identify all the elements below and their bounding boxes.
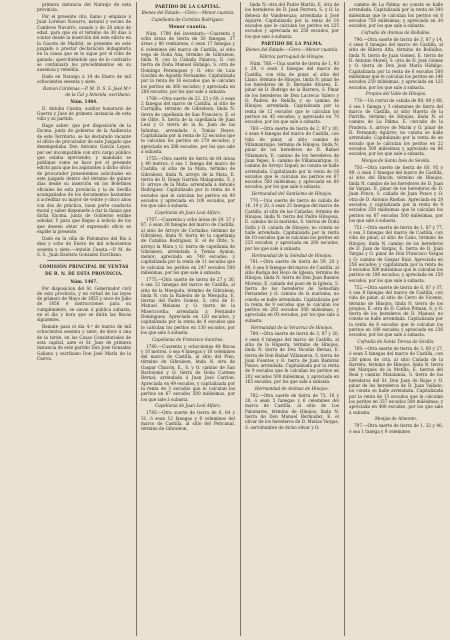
section-heading: Menor cuantía. xyxy=(168,24,208,30)
subheading: Capellanía de Juan Leal Alfaro. xyxy=(155,210,221,216)
section-heading: PARTIDO DE LA PALMA. xyxy=(261,41,323,47)
subheading: Hermandad de la Veracruz de Hinojos. xyxy=(250,324,334,330)
paragraph: 769.—Otra suerte de tierra de 3, 60 y 27, ó sean 5 fanegas del marco de Castilla, con 236 pinos de cría, al sitio Cañada de la Barrera, término de Hinojos, linda N. tierra del Marqués de la Motilla, E. tierras del Real y camino Matalamía, S. tierra de los herederos del Sr. Don Juan de Rojas y O. pinar de los herederos de D. Juan Vallado; no consta se halle arrendada. Capitalizada por la renta de 15 escudos que le calculan los peritos en 337 escudos 500 milésimas; y apreciada en 400 escudos, por los que sale á subasta. xyxy=(349,345,443,415)
paragraph: primera instancia del Naranjo de esta provincia. xyxy=(37,2,131,13)
paragraph: 750.—Otra suerte de tierra de 60, 95 y 89, ó sean 3 fanegas del marco de Castilla, al sitio del Rincón, término de Hinojos, linda N. camino de los herederos de D. Juan de Vargas, E. pinar de los herederos de D. Juan Ponce, S. cañada de Juan Ponce y O. otra de D. Antonio Ruebas. Apreciada en 28 escudos; y capitalizada por la renta de 9 escudos 250 milésimas que le calculan los peritos en 67 escudos 500 milésimas, por los que sale á subasta. xyxy=(349,164,443,223)
paragraph: 781.—Otra suerte de tierra de 59, 20 y 60, ó sea 8 fanegas del marco de Castilla, al sitio Rodaja del Hoyo de Iglesia, término de Hinojos, linda N. tierra de Don Juan Buenos Moreno, E. cañada del pozo de la Iglesia, S. tierra de los herederos de Sebastián Fernandez y O. camino de la marisma; no consta se halle arrendada. Capitalizada por la renta de 9 escudos que le calculan los peritos en 202 escudos 500 milésimas; y apreciada en 93 escudos, por los que sale á subasta. xyxy=(245,259,339,323)
paragraph: 789.—Otra suerte de tierra de 3, 87 y 20, ó sean 6 fanegas del marco de Castilla, al sitio de la Higuera, término de Hinojos, linda N. tierra de Don Nicolás Bernal, E. tierra de Don Rafael Villanueva, S. tierra de Juan Fuentes y O. tierra de Juan Ramirez Ponce; arrendada. Capitalizada por la renta de 9 escudos que le calculan los peritos en 202 escudos 500 milésimas, y apreciada en 165 escudos, por los que sale á subasta. xyxy=(245,331,339,385)
column-3 xyxy=(242,2,342,640)
paragraph: 1708.—Otra suerte de 22, 23 y 60, ó sean 2 fanegas del marco de Castilla, al sitio de Carrajilla, término de Gibraleon, linda N. tierra de capellanía de San Francisco, E. el de Olite, S. tierra de la capellanía de Juan Leal y O. tierra de la fa. Juan de las Infantas, arrendada á Tomás Reyes. Capitalizada por la renta de 12 escudos que le calculan los peritos en 270 escudos; y apreciada en 286 escudos, por los que sale á subasta. xyxy=(141,95,235,154)
separator xyxy=(47,260,121,261)
subheading: Cofradía de Animas de Bollullos. xyxy=(361,30,431,36)
subheading: Capellanía de Carolina Rodriguez. xyxy=(151,17,225,23)
subheading: Monjas de Almonte. xyxy=(374,416,418,422)
paragraph: 1775.—Otra suerte de tierra de 27 y 30, ó sea 12 fanegas del marco de Castilla, al sitio de la Mesquita, término de Gibraleon, linda N. con la Rabeira de la Mesquita, E. tierras del Padre Gomez, S. otra de D. Manuel Melanes y O. tierra de la Misericordia; arrendada á Fernando Dominguez. Apreciada en 120 escudos, y capitalizada por la renta de 8 escudos que le calculan los peritos en 130 escudos, por los que sale á subasta. xyxy=(141,276,235,335)
column-1 xyxy=(34,2,134,640)
notice-number: Núm. 1467. xyxy=(70,278,98,284)
paragraph: D. Antolin Cuesta, auditor honorario de Guerra y Juez de primera instancia de esta villa y su partido. xyxy=(37,105,131,122)
notice-number: Núm. 1464. xyxy=(70,98,98,104)
section-heading: PARTIDO DE LA CAPITAL. xyxy=(155,4,221,9)
paragraph: linda N. otra del Padre Martín, E. otra de los herederos de D. Juan Ferrera, S. y O. la dehesa de Vandesouza; arrendada á José Aquirre. Capitalizada por la renta de 10 escudos que le calculan los peritos en 225 escudos y apreciada en 250 escudos, por los que sale á subasta. xyxy=(245,2,339,39)
column-rule xyxy=(136,2,137,636)
paragraph: 1767.—Cuarenta y ocho áreas de 39, 37 y 87, ó sean 30 fanegas del marco de Castilla, al sitio de Arroyo de Cortadas, término de Gibraleon, linda N. tierra de la capellanía de Catalina Rodriguez, E. el de Olite, S. arroyo la Mata y O. tierra de capellanía de Gibraleon, arrendada á Tomás Ayalon, menor; apreciada en 740 escudos; y capitalizada por la renta de 11 escudos que le calculan los peritos en 247 escudos 500 milésimas, por los que sale á subasta. xyxy=(141,217,235,276)
column-4 xyxy=(346,2,446,640)
column-rule xyxy=(240,2,241,636)
paragraph: 797.—Otra suerte de tierra de 1, 32 y 40, ó sea 1 fanega y 9 celemines xyxy=(349,423,443,434)
paragraph: Hago saber: que por disposición de la Excma. junta de gobierno de la Audiencia de este Territorio, se ha declarado vacante el oficio de procurador de este Juzgado que desempeñaba Don Antonio García Lopez, por ser incompatible con otro cargo público que estaba ejerciendo; y mandado se publique como se hace por el presente edicto para que los aspirantes á dicho oficio de procurador presentemos solicitudes en este juzgado dentro del término de quince días desde su inserción en los Boletines oficiales de esta provincia y la de Sevilla acompañados de los documentos bastantes á acreditar su mayor de veinte y cinco años con dos de práctica, buen porte conducta moral y saber disponerle á dar la fianza que dicha Excma. junta de Gobierno estime señalar. Y para que llegue á noticia de los que deseen obtar el expresado oficio se expide la presente. xyxy=(37,123,131,235)
section-heading: COMISIÓN PRINCIPAL DE VENTAS xyxy=(39,264,129,270)
subheading: Capellanía de Francisco Sanches. xyxy=(152,336,224,342)
paragraph: 751.—Otra suerte de tierra de 1, 87 y 77, ó sea 3 fanegas del marco de Castilla, con viña de pinar, al sitio de Caño, término de Hinojos, linda N. camino de los herederos de D. Juan de Vargas, E. tierra de D. Juan Vargas y O. pinar de Don Francisco Vargas y O. camino de Gaspar Ruiz. Apreciada en 256 escudos; y capitalizada por la renta de 8 escudos 500 milésimas que le calculan los peritos en 180 escudos; y apreciada en 150 escudos, por los que sale á subasta. xyxy=(349,224,443,283)
subheading: Propios del Valle de Hinojos. xyxy=(365,91,427,97)
section-heading: DE B. N. DE ESTA PROVINCIA. xyxy=(45,271,123,277)
paragraph: Dado en Naranjo á 14 de Enero de mil ochocientos sesenta y siete. xyxy=(37,74,131,85)
column-2 xyxy=(138,2,238,640)
paragraph: camino de La Palma; no consta se halle arrendada. Capitalizada por la renta de 300 milésimas que le calculan los peritos en 6 escudos 750 milésimas; y apreciada en 30 escudos, por los que sale á subasta. xyxy=(349,2,443,29)
subheading: Bienes del Estado.—Clero.—Menor cuantía. xyxy=(245,47,339,53)
paragraph: 778.—Un corral de cabida de 80, 80 y 68, ó sea 1 fanega y 3 celemines de tierra del marco de Castilla, al sitio Huerta de la Parrilla, término de Hinojos, linda N. el camino de La Palma, E. cercado de la Pradera, S. arroyo de Marin y O. pinar de D. Fernando Aguirre; no consta se halle arrendado. Capitalizado por la renta de un escudo que le calculan los peritos en 22 escudos 500 milésimas y apreciado en 66 escudos, por los que sale á subasta. xyxy=(349,98,443,157)
subheading: Bienes del Estado.—Clero.—Menor cuantía. xyxy=(141,10,235,16)
subheading: Capellanía de Juan Leal Alfaro. xyxy=(155,403,221,409)
paragraph: 752.—Otra suerte de tierra de 8, 87 y 37, ó sea 8 fanegas del marco de Castilla, con viña de pinar, al sitio de Cerro de Vicente, término de Hinojos, linda N. tierra de los propios, E. otra de D. Carlos Pitman, S. y O. tierra de los herederos de D. Manuel; no consta se halle arrendada. Capitalizada por la renta de 8 escudos que le calculan los peritos en 180 escudos y apreciada en 236 escudos, por los que sale á subasta. xyxy=(349,284,443,338)
paragraph: Por el presente cito, llamo y emplazo á Juan Lorenzo Navarro, natural y vecino de Cambres Navarro, casado y de 28 años de edad, para que en el término de 30 días á contar desde la inserción del este edicto en la Gaceta de Madrid, se presente en este juzgado á prestar declaración indagatoria en la causa que se le sigue por el robo de ganado; apercibiéndole que de lo contrario se continuará los procedimientos en su ausencia y rebeldía. xyxy=(37,14,131,73)
column-rule xyxy=(344,2,345,636)
paragraph: Núm. 768.—Una suerte de tierra de 1, 93 y 20, ó sean 3 fanegas del marco de Castilla, con viña de pinar, al sitio del Llano, término de Hinojos, linda N. pinar de los herederos de D. Bernabé Álvarez, E. pinar de D. Rodrigo de la Barrera, S. Pinar de los herederos de Don Lucrecio Valero y O. Padres de Rebilla y su camino de Hinojos; arrendada. Capitalizada por la renta de 12 escudos que le calculan los peritos en 45 escudos; y apreciada en 70 escudos, por los que sale á subasta. xyxy=(245,60,339,125)
paragraph: 770.—Una suerte de tierra de cabida de 16, 19 y 20, ó sean 25 fanegas del marco de Castilla, al sitio de las Cañadas, término de Hinojos, linda N. tierra del Padre Hinojosa, E. camino de la marisma, S. tierras de Doña Sofía y O. cañada de Hinojos; no consta se halle arrendada. Capitalizada por la renta de 10 escudos que le calculan los peritos en 225 escudos; y apreciada en 260 escudos, por los que sale á subasta. xyxy=(245,198,339,251)
signature-line: Ramon Cárdenas.—P. M. D. S. S. José M.ª de la Cal y Almeida, escribano. xyxy=(43,86,131,97)
paragraph: 1783.—Otra suerte de tierra de 6, 64 y 31, ó sean 12 fanegas y 6 celemines del marco de Castilla, al sitio del Pericanal, término de Gibraleon, xyxy=(141,410,235,432)
subheading: Cofradía de Santa Teresa de Sevilla. xyxy=(357,339,435,345)
subheading: Hermandad del Santísimo de Hinojos. xyxy=(251,191,333,197)
paragraph: Núm. 1700 del inventario.—Cuarenta y ocho áreas de tierra de 50 fanegas, 37 áreas y 80 centiáreas, ó sean 17 fanegas y 6 celemines del marco de Castilla, al sitio vega de Doña Ana, término de Gibraleon, linda N. con la Cañada Palanca, E. con tierra de Doña Manuel Hidalgo, S. otra de Domingo Peremquez y O. otro de Luis Gavilán de Agustín Fernandez. Capitalizada por la renta de 16 escudos que le calculan los peritos en 360 escudos; y apreciada en 288 escudos, por los que sale á subasta. xyxy=(141,30,235,94)
subheading: Monjas de Santa Inés de Sevilla. xyxy=(361,158,431,164)
paragraph: 1755.—Otra suerte de tierra de 64 áreas y 40 metros, ó sea 1 fanega del marco de Castilla, al sitio de la Mata, término de Gibraleon, linda N. arroyo de la Mata, E. tierra de D. Diego Garrido Malagueña, S. y O. arroyo de la Mata: arrendada á Antonio Rodríguez. Capitalizada por la renta de 4 escudos que le calculan los peritos en 90 escudos y apreciada en 100 escudos, por los que sale á subasta. xyxy=(141,155,235,209)
subheading: Hermandad de Animas de Hinojos. xyxy=(255,385,329,391)
paragraph: 1780.—Cuarenta y ochocientas 48 fincas y 10 metros, ó sea 4 fanegas y 10 celemines del marco de Castilla, al sitio del Pino, término de Gibraleon, linda N. otra de Gaspar Chacón, E., S. y O. camino de San Bartolomé y O. tierra de Doña Carmen Bernal; arrendada á Juan José Carrion. Apreciada en 49 escudos, y capitalizada por la renta de 3 escudos que le calculan los peritos en 67 escudos 500 milésimas, por los que sale á subasta. xyxy=(141,343,235,402)
paragraph: Remate para el dia 4.º de marzo de mil ochocientos sesenta y siete, de doce á una de la tarde, en las Casas Consistoriales de esta capital, ante el Sr. Juez de primera instancia de este partido Don José Gonzalez Galiano y escribano Don José María de la Cierva. xyxy=(37,324,131,361)
paragraph: 790.—Otra suerte de tierra de 3, 87 y 14, ó sean 6 fanegas del marco de Castilla, al sitio de Ribera Alta, término de Bollullos, linda N. tierra de Juan Gomez, E. tierra de D. Antonio Morell, S. otra de D. José Gómez y O. tierra de Don José María Hidalgo, Capitalizada por la renta de 6 escudos 500 milésimas que le calculan los peritos en 146 escudos 250 milésimas, y apreciada en 125 escudos, por los que sale á subasta. xyxy=(349,36,444,90)
subheading: Fábrica parroquial de Hinojos. xyxy=(259,54,325,60)
paragraph: 782.—Otra suerte de tierra de 73, 16 y 20, ó sean 5 fanegas y 6 celemines del marco de Castilla, al sitio de Los Palomares, término de Hinojos, linda N. tierra de Don Manuel Bermudez, E. el olivar de los herederos de D. Matías Vargas, S. servidumbre de dicho olivar y O. xyxy=(245,392,339,430)
paragraph: 769.—Otra suerte de tierra de 2, 97 y 20, ó sean 4 fanegas del marco de Castilla, con viña de pinar, al sitio camino de Villamanrique, término de Hinojos, linda N. pinar de los herederos de D. Rafael Villanueva, E. camino de los herederos de Juan Yepes, S. camino de Villamanrique, O. camino de Arroyo Liquel; no consta se halle arrendada. Capitalizada por la renta de 16 escudos que le calculan los peritos en 67 escudos 500 milésimas; y apreciada en 60 escudos, por los que sale á subasta. xyxy=(245,126,339,190)
paragraph: Por disposicion del Sr. Gobernador civil de esta provincia, y en virtud de las leyes de primero de Mayo de 1855 y once de Julio de 1856 é instrucciones para su cumplimiento, se sacan á pública subasta, en el dia y hora que se dirán las fincas siguientes. xyxy=(37,285,131,323)
subheading: Hermandad de la Soledad de Hinojos. xyxy=(251,252,333,258)
paragraph: Dado en la villa de Palomares del Río á diez y ocho de Enero de mil ochocientos sesenta y siete.—Antolin Cuesta.—P. M. de S. S., Juan Bautista Gonzalez Escribano. xyxy=(37,235,131,257)
